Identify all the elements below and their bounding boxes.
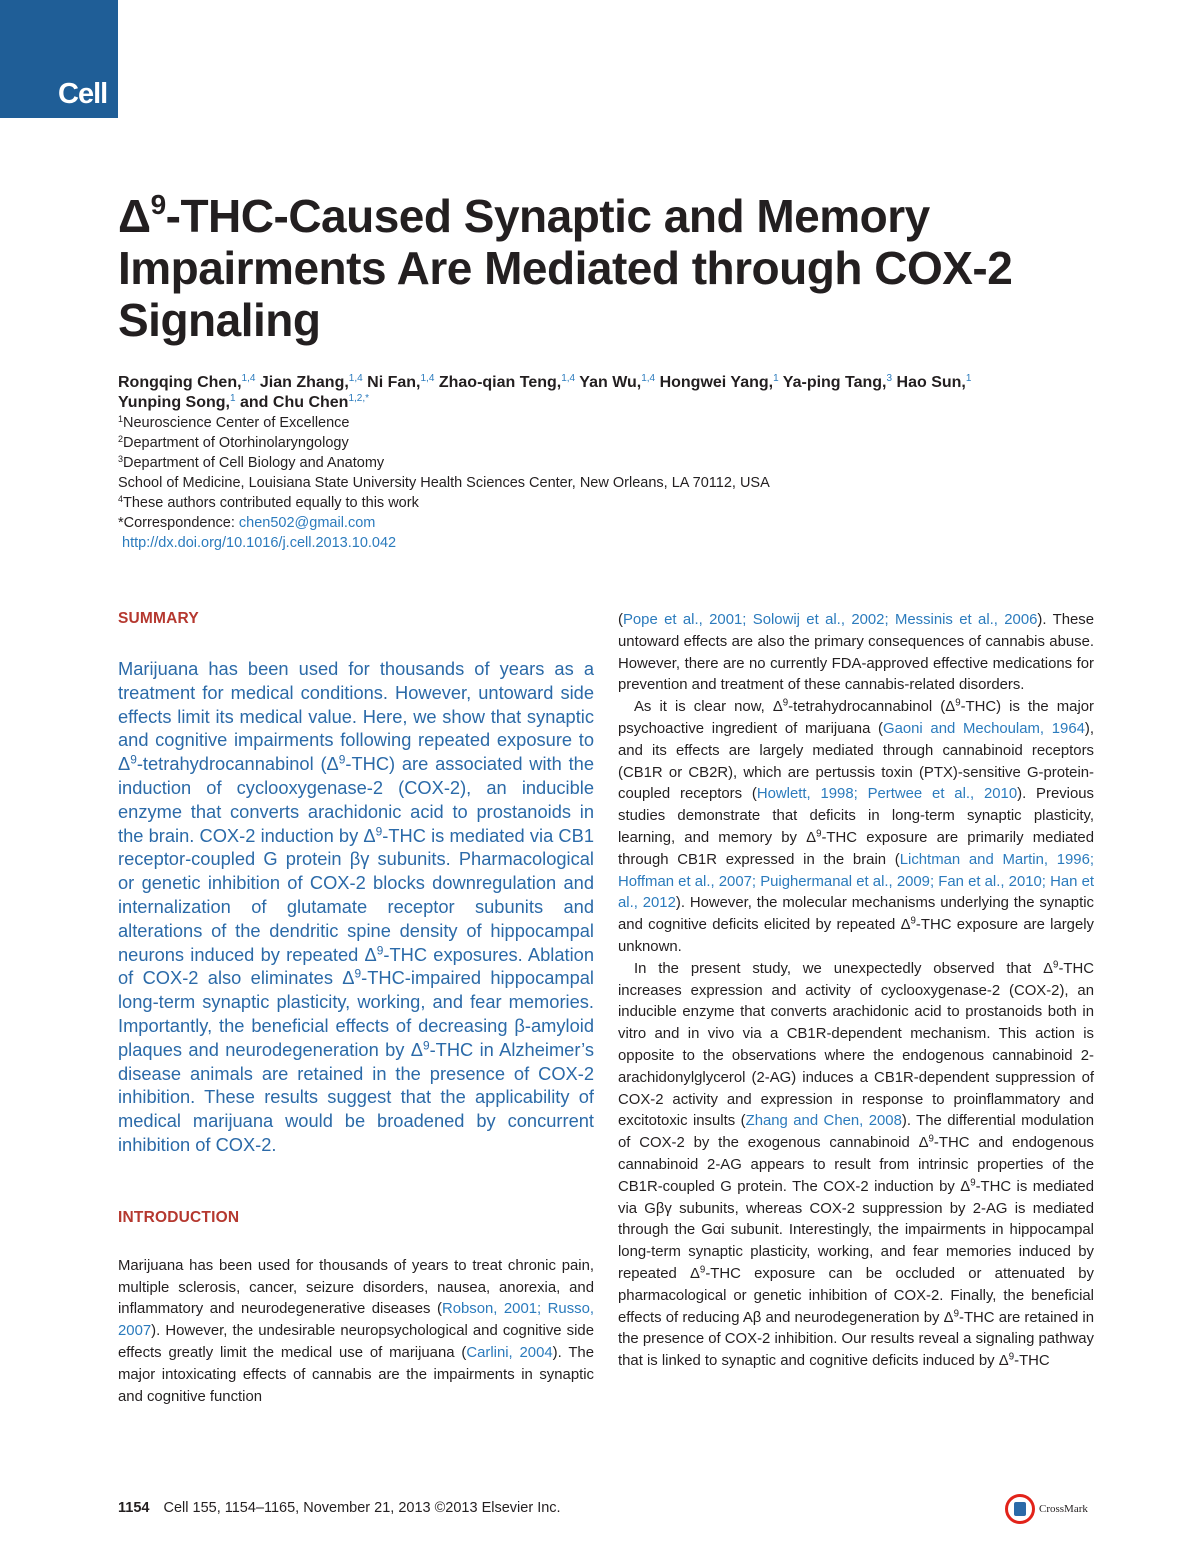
reference-link[interactable]: Zhang and Chen, 2008 [745,1113,902,1130]
doi-link[interactable]: http://dx.doi.org/10.1016/j.cell.2013.10.042 [122,535,397,551]
title-text: -THC-Caused Synaptic and Memory Impairments Are Mediated through COX-2 Signaling [118,190,1013,346]
affiliation-2: $^2$Department of Otorhinolaryngology [118,434,349,451]
body-paragraph-1: (Pope et al., 2001; Solowij et al., 2002; Messinis et al., 2006). These untoward effects are also the primary consequences of cannabis abuse. However, there are no currently FDA-approved effective medications for prevention and treatment of these cannabis-related disorders. [618,612,1094,694]
affiliation-4: $^4$These authors contributed equally to this work [118,494,419,511]
page-number: 1154 [118,1500,150,1516]
author[interactable]: Hao Sun,$^1$ [896,373,972,391]
reference-link[interactable]: Lichtman and Martin, 1996; Hoffman et al., 2007; Puighermanal et al., 2009; Fan et al., 2010; Han et al., 2012 [618,851,1094,912]
summary-heading: SUMMARY [118,610,199,627]
author[interactable]: Rongqing Chen,$^{1,4}$ [118,373,256,391]
author[interactable]: Zhao-qian Teng,$^{1,4}$ [438,373,576,391]
reference-link[interactable]: Gaoni and Mechoulam, 1964 [883,720,1085,737]
affiliation-school: School of Medicine, Louisiana State University Health Sciences Center, New Orleans, LA 70112, USA [118,475,770,491]
author[interactable]: Hongwei Yang,$^1$ [659,373,779,391]
article-title [118,190,1098,346]
author[interactable]: Ni Fan,$^{1,4}$ [367,373,435,391]
page-footer [118,1500,561,1516]
journal-logo-box [0,0,118,118]
journal-logo: Cell [58,78,108,110]
crossmark-label: CrossMark [1039,1503,1088,1515]
reference-link[interactable]: Pope et al., 2001; Solowij et al., 2002; Messinis et al., 2006 [622,612,1038,628]
title-delta: Δ [118,190,151,242]
reference-link[interactable]: Howlett, 1998; Pertwee et al., 2010 [756,786,1018,803]
author[interactable]: and Chu Chen$^{1,2,*}$ [240,393,370,411]
left-column [118,610,594,1408]
author[interactable]: Ya-ping Tang,$^3$ [782,373,893,391]
crossmark-badge[interactable] [1005,1492,1101,1526]
body-paragraph-3: In the present study, we unexpectedly observed that $\Delta^9$-THC increases expression and activity of cyclooxygenase-2 (COX-2), an inducible enzyme that converts arachidonic acid to prostanoids both in vitro and in vivo via a CB1R-dependent mechanism. This action is opposite to the observations where the endogenous cannabinoid 2-arachidonylglycerol (2-AG) induces a CB1R-dependent suppression of COX-2 activity and expression in response to proinflammatory and excitotoxic insults (Zhang and Chen, 2008). The differential modulation of COX-2 by the exogenous cannabinoid $\Delta^9$-THC and endogenous cannabinoid 2-AG appears to result from intrinsic properties of the CB1R-coupled G protein. The COX-2 induction by $\Delta^9$-THC is mediated via Gβγ subunits, whereas COX-2 suppression by 2-AG is mediated through the Gαi subunit. Interestingly, the impairments in hippocampal long-term synaptic plasticity, working, and fear memories induced by repeated $\Delta^9$-THC exposure can be occluded or attenuated by pharmacological or genetic inhibition of COX-2. Finally, the beneficial effects of reducing Aβ and neurodegeneration by $\Delta^9$-THC are retained in the presence of COX-2 inhibition. Our results reveal a signaling pathway that is linked to synaptic and cognitive deficits induced by $\Delta^9$-THC [618,959,1094,1370]
body-paragraph-2: As it is clear now, $\Delta^9$-tetrahydrocannabinol $(\Delta^9-THC)$ is the major psychoactive ingredient of marijuana (Gaoni and Mechoulam, 1964), and its effects are largely mediated through cannabinoid receptors (CB1R or CB2R), which are pertussis toxin (PTX)-sensitive G-protein-coupled receptors (Howlett, 1998; Pertwee et al., 2010). Previous studies demonstrate that deficits in long-term synaptic plasticity, learning, and memory by $\Delta^9$-THC exposure are primarily mediated through CB1R expressed in the brain (Lichtman and Martin, 1996; Hoffman et al., 2007; Puighermanal et al., 2009; Fan et al., 2010; Han et al., 2012). However, the molecular mechanisms underlying the synaptic and cognitive deficits elicited by repeated $\Delta^9$-THC exposure are largely unknown. [618,697,1095,955]
introduction-paragraph: Marijuana has been used for thousands of years to treat chronic pain, multiple sclerosis, cancer, seizure disorders, nausea, anorexia, and inflammatory and neurodegenerative diseases (Robson, 2001; Russo, 2007). However, the undesirable neuropsychological and cognitive side effects greatly limit the medical use of marijuana (Carlini, 2004). The major intoxicating effects of cannabis are the impairments in synaptic and cognitive function [118,1257,594,1405]
affiliations [118,413,1018,553]
right-column [618,610,1094,1373]
doi-line [118,533,1018,553]
summary-paragraph: Marijuana has been used for thousands of years as a treatment for medical conditions. However, untoward side effects limit its medical value. Here, we show that synaptic and cognitive impairments following repeated exposure to $\Delta^9$-tetrahydrocannabinol $(\Delta^9-THC)$ are associated with the induction of cyclooxygenase-2 (COX-2), an inducible enzyme that converts arachidonic acid to prostanoids in the brain. COX-2 induction by $\Delta^9$-THC is mediated via CB1 receptor-coupled G protein βγ subunits. Pharmacological or genetic inhibition of COX-2 blocks downregulation and internalization of glutamate receptor subunits and alterations of the dendritic spine density of hippocampal neurons induced by repeated $\Delta^9$-THC exposures. Ablation of COX-2 also eliminates $\Delta^9-THC$-impaired hippocampal long-term synaptic plasticity, working, and fear memories. Importantly, the beneficial effects of decreasing β-amyloid plaques and neurodegeneration by $\Delta^9$-THC in Alzheimer’s disease animals are retained in the presence of COX-2 inhibition. These results suggest that the applicability of medical marijuana would be broadened by concurrent inhibition of COX-2. [118,658,594,1155]
correspondence: *Correspondence: chen502@gmail.com [118,515,376,531]
affiliation-1: $^1$Neuroscience Center of Excellence [118,414,350,431]
crossmark-icon [1005,1494,1035,1524]
title-sup: 9 [150,189,166,220]
reference-link[interactable]: Carlini, 2004 [466,1344,553,1361]
author[interactable]: Yan Wu,$^{1,4}$ [579,373,656,391]
author[interactable]: Yunping Song,$^1$ [118,393,236,411]
email-link[interactable]: chen502@gmail.com [238,515,376,531]
affiliation-3: $^3$Department of Cell Biology and Anatomy [118,454,385,471]
introduction-heading: INTRODUCTION [118,1208,240,1226]
author-list [118,373,1108,413]
author[interactable]: Jian Zhang,$^{1,4}$ [259,373,363,391]
reference-link[interactable]: Robson, 2001; Russo, 2007 [118,1301,594,1340]
citation: Cell 155, 1154–1165, November 21, 2013 ©2013 Elsevier Inc. [163,1500,561,1516]
